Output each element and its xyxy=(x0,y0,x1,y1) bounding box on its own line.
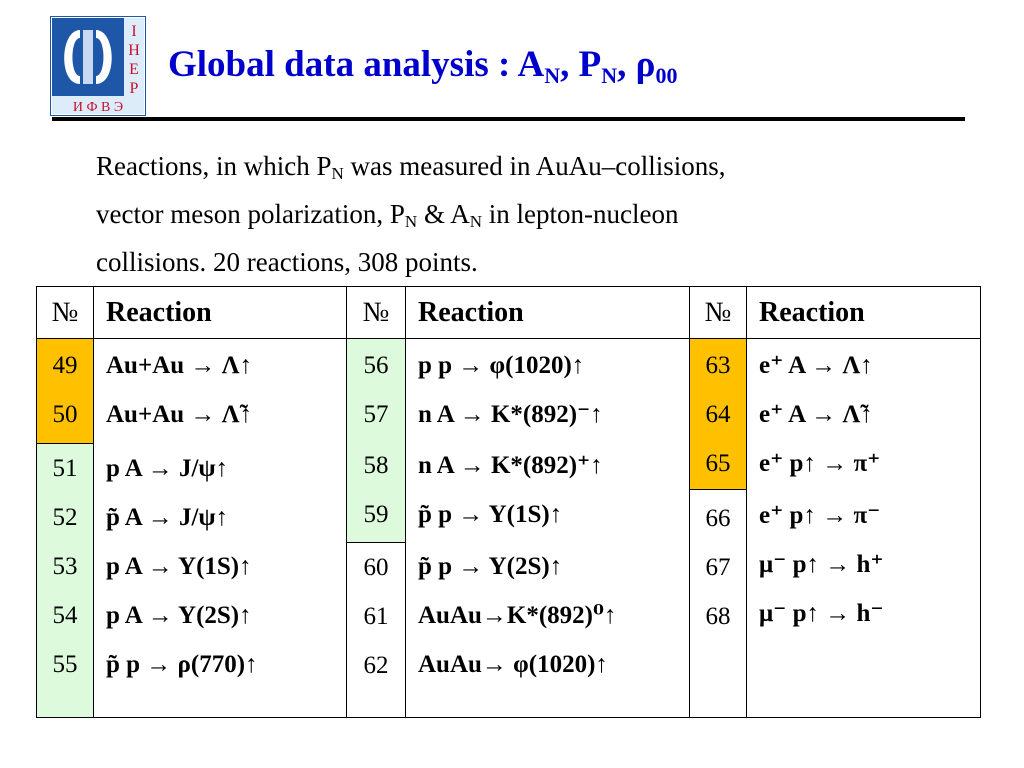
row-number: 54 xyxy=(52,602,78,629)
intro-paragraph: Reactions, in which $P_N$ was measured in AuAu–collisions, vector meson polarization, $P_N$ & $A_N$ in lepton-nucleon collisions. 20 reactions, 308 points. xyxy=(96,151,726,277)
reaction-cell: p̃ p → Y(1S)↑ xyxy=(418,501,563,528)
reaction-cell: p̃ A → J/ψ↑ xyxy=(106,504,229,531)
reaction-cell: p A → J/ψ↑ xyxy=(106,455,229,482)
reaction-cell: e⁺ A → Λ↑ xyxy=(759,352,873,379)
title-divider xyxy=(52,117,965,121)
logo-letter-1: I xyxy=(131,23,137,40)
header-num-3: № xyxy=(689,286,747,339)
num-group-col2-green xyxy=(346,338,406,543)
row-number: 50 xyxy=(52,401,78,428)
logo-letter-4: P xyxy=(129,80,139,97)
reactions-table xyxy=(36,286,981,718)
reaction-cell: e⁺ p↑ → π⁻ xyxy=(759,502,881,529)
row-number: 67 xyxy=(705,554,731,581)
row-number: 64 xyxy=(705,401,731,428)
reaction-cell: e⁺ p↑ → π⁺ xyxy=(759,450,881,477)
row-number: 62 xyxy=(363,652,389,679)
num-group-col1-orange xyxy=(36,338,94,444)
row-number: 53 xyxy=(52,553,78,580)
num-group-col2-white xyxy=(346,542,406,718)
row-number: 56 xyxy=(363,352,389,379)
logo-letter-2: H xyxy=(128,42,140,59)
row-number: 65 xyxy=(705,450,731,477)
reaction-cell: n A → K*(892)⁺↑ xyxy=(418,452,603,479)
header-reaction-1: Reaction xyxy=(93,286,347,339)
reaction-cell: p A → Y(2S)↑ xyxy=(106,602,252,629)
logo-letter-3: E xyxy=(129,61,139,78)
row-number: 66 xyxy=(705,505,731,532)
row-number: 57 xyxy=(363,401,389,428)
reaction-cell: n A → K*(892)⁻↑ xyxy=(418,401,603,428)
header-reaction-3: Reaction xyxy=(746,286,981,339)
row-number: 55 xyxy=(52,651,78,678)
row-number: 60 xyxy=(363,554,389,581)
row-number: 49 xyxy=(52,352,78,379)
row-number: 58 xyxy=(363,452,389,479)
reaction-cell: p p → φ(1020)↑ xyxy=(418,352,585,379)
row-number: 51 xyxy=(52,455,78,482)
row-number: 59 xyxy=(363,501,389,528)
reaction-cell: Au+Au → Λ̃↑ xyxy=(106,401,253,428)
reaction-list-col2 xyxy=(405,338,690,718)
reaction-cell: μ⁻ p↑ → h⁺ xyxy=(759,551,884,578)
header-reaction-2: Reaction xyxy=(405,286,690,339)
header-num-2: № xyxy=(346,286,406,339)
logo-bottom-text: И Ф В Э xyxy=(72,100,124,115)
row-number: 68 xyxy=(705,603,731,630)
reaction-cell: p̃ p → ρ(770)↑ xyxy=(106,651,258,678)
num-group-col3-white xyxy=(689,489,747,718)
row-number: 61 xyxy=(363,603,389,630)
reaction-list-col1 xyxy=(93,338,347,718)
row-number: 52 xyxy=(52,504,78,531)
num-group-col3-orange xyxy=(689,338,747,490)
row-number: 63 xyxy=(705,352,731,379)
reaction-list-col3 xyxy=(746,338,981,718)
reaction-cell: e⁺ A → Λ̃↑ xyxy=(759,401,873,428)
reaction-cell: p A → Y(1S)↑ xyxy=(106,553,252,580)
reaction-cell: Au+Au → Λ↑ xyxy=(106,352,253,379)
reaction-cell: p̃ p → Y(2S)↑ xyxy=(418,553,563,580)
ihep-logo xyxy=(50,16,146,116)
page-title: Global data analysis : $A_N$, $P_N$, $\rho_{00}$ xyxy=(168,44,678,88)
reaction-cell: AuAu→ φ(1020)↑ xyxy=(418,651,608,678)
reaction-cell: μ⁻ p↑ → h⁻ xyxy=(759,600,884,627)
header-num-1: № xyxy=(36,286,94,339)
reaction-cell: AuAu→K*(892)⁰↑ xyxy=(418,602,617,629)
num-group-col1-green xyxy=(36,443,94,718)
